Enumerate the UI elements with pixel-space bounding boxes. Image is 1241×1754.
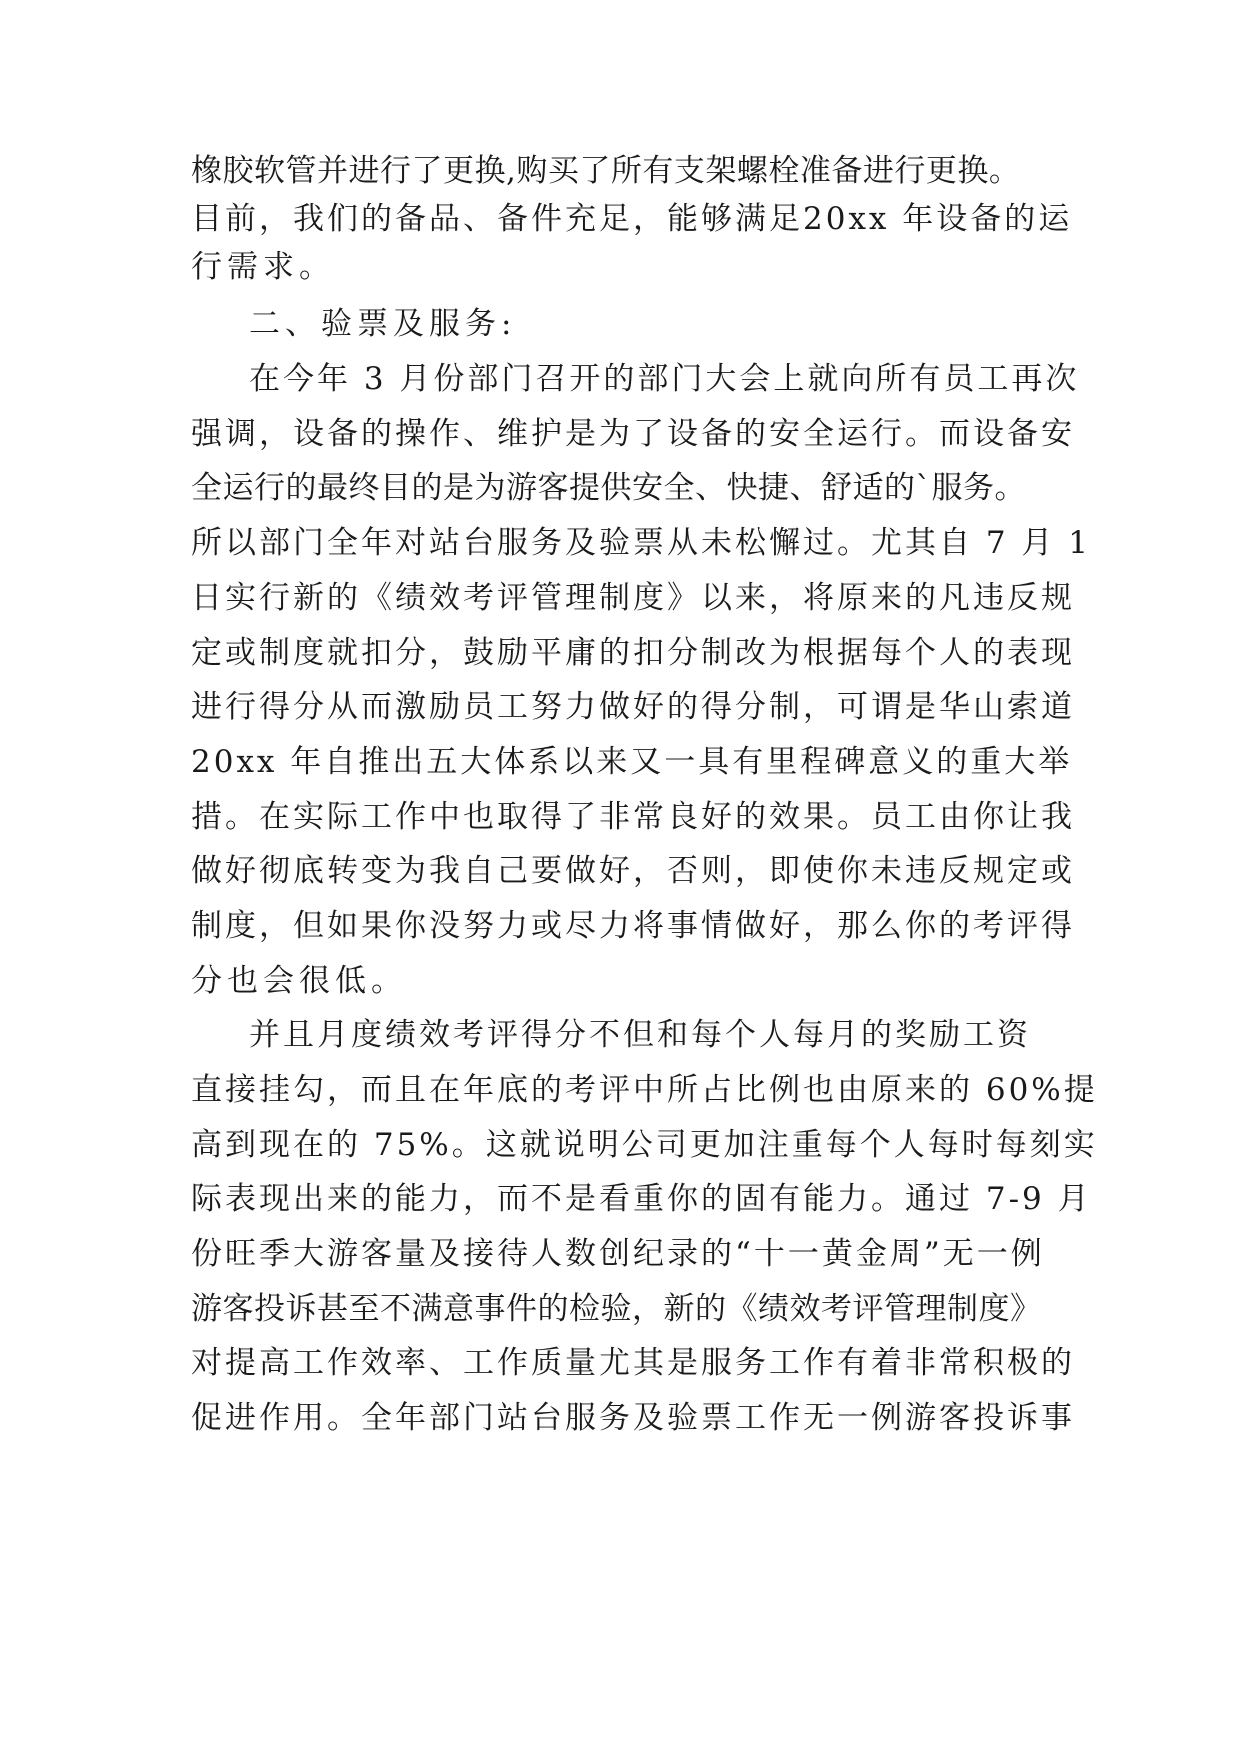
text-line: 对提高工作效率、工作质量尤其是服务工作有着非常积极的 xyxy=(191,1345,1075,1381)
text-line: 份旺季大游客量及接待人数创纪录的“十一黄金周”无一例 xyxy=(191,1236,1045,1272)
text-line: 所以部门全年对站台服务及验票从未松懈过。尤其自 7 月 1 xyxy=(191,525,1092,561)
text-line: 目前，我们的备品、备件充足，能够满足20xx 年设备的运 xyxy=(191,201,1073,237)
text-line: 做好彻底转变为我自己要做好，否则，即使你未违反规定或 xyxy=(191,853,1075,889)
text-line: 强调，设备的操作、维护是为了设备的安全运行。而设备安 xyxy=(191,416,1075,452)
text-line: 分也会很低。 xyxy=(191,963,407,999)
text-line: 并且月度绩效考评得分不但和每个人每月的奖励工资 xyxy=(249,1017,1031,1053)
text-line: 日实行新的《绩效考评管理制度》以来，将原来的凡违反规 xyxy=(191,580,1075,616)
text-line: 际表现出来的能力，而不是看重你的固有能力。通过 7-9 月 xyxy=(191,1181,1092,1217)
text-line: 直接挂勾，而且在年底的考评中所占比例也由原来的 60%提 xyxy=(191,1072,1098,1108)
text-line: 行需求。 xyxy=(191,249,335,285)
text-line: 橡胶软管并进行了更换,购买了所有支架螺栓准备进行更换。 xyxy=(191,153,1021,189)
text-line: 进行得分从而激励员工努力做好的得分制，可谓是华山索道 xyxy=(191,689,1075,725)
text-line: 高到现在的 75%。这就说明公司更加注重每个人每时每刻实 xyxy=(191,1127,1098,1163)
text-line: 全运行的最终目的是为游客提供安全、快捷、舒适的`服务。 xyxy=(191,470,1026,506)
text-line: 促进作用。全年部门站台服务及验票工作无一例游客投诉事 xyxy=(191,1400,1075,1436)
section-heading: 二、验票及服务: xyxy=(249,306,517,342)
text-line: 措。在实际工作中也取得了非常良好的效果。员工由你让我 xyxy=(191,799,1075,835)
text-line: 定或制度就扣分，鼓励平庸的扣分制改为根据每个人的表现 xyxy=(191,635,1075,671)
text-line: 20xx 年自推出五大体系以来又一具有里程碑意义的重大举 xyxy=(191,744,1073,780)
text-line: 在今年 3 月份部门召开的部门大会上就向所有员工再次 xyxy=(249,361,1080,397)
text-line: 制度，但如果你没努力或尽力将事情做好，那么你的考评得 xyxy=(191,908,1075,944)
text-line: 游客投诉甚至不满意事件的检验，新的《绩效考评管理制度》 xyxy=(191,1291,1042,1327)
